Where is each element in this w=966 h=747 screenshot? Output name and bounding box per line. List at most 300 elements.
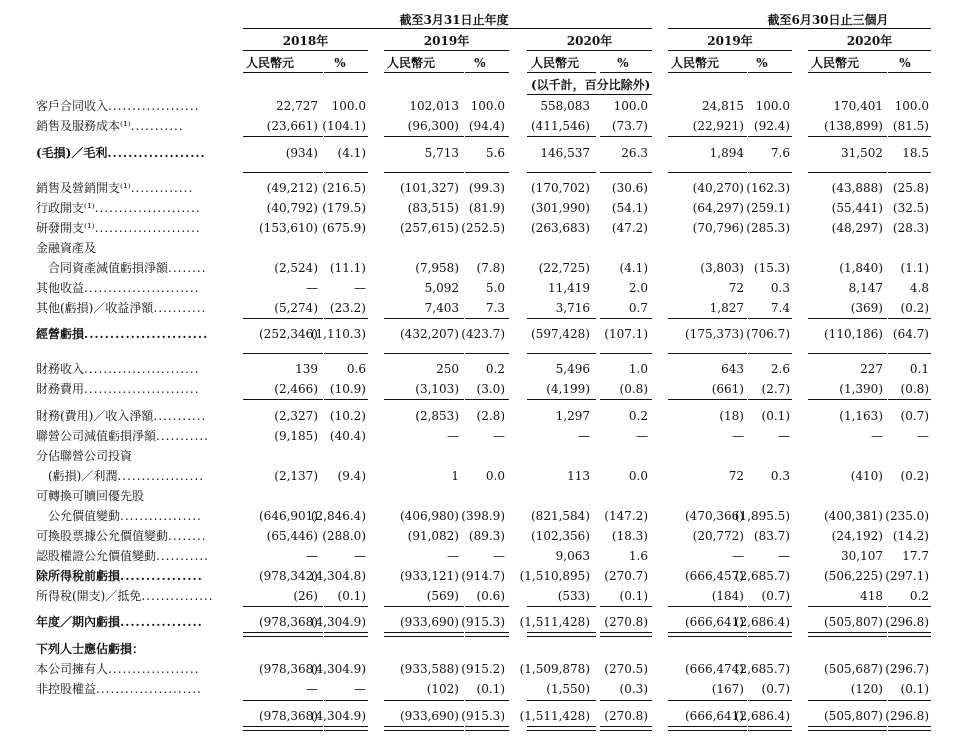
row-label — [36, 449, 132, 463]
row-label — [36, 429, 209, 443]
subtotal-rule — [324, 136, 368, 137]
year-header-q2020: 2020年 — [846, 34, 893, 48]
table-cell: (666,641) — [685, 615, 744, 629]
row-label-text: 客戶合同收入 — [36, 99, 109, 113]
subtotal-rule — [808, 700, 887, 701]
table-cell: (99.3) — [468, 181, 505, 195]
sub-rule-3 — [384, 72, 464, 73]
table-cell: 0.3 — [770, 281, 790, 295]
table-cell: (400,381) — [824, 509, 883, 523]
table-cell: 72 — [728, 469, 744, 483]
table-cell: 9,063 — [555, 549, 590, 563]
table-cell: (24,192) — [831, 529, 883, 543]
table-cell: 100.0 — [613, 99, 648, 113]
subtotal-rule — [888, 399, 931, 400]
table-cell: (18.3) — [611, 529, 648, 543]
total-double-rule — [465, 632, 509, 637]
table-cell: (0.3) — [619, 682, 648, 696]
subtotal-rule — [808, 136, 887, 137]
table-cell: (167) — [711, 682, 744, 696]
subtotal-rule — [527, 172, 596, 173]
table-cell: — — [778, 549, 790, 563]
col-pct-2020: % — [617, 56, 629, 70]
table-cell: (170,702) — [531, 181, 590, 195]
table-cell: (666,641) — [685, 709, 744, 723]
table-cell: (9.4) — [337, 469, 366, 483]
table-cell: (55,441) — [831, 201, 883, 215]
sub-rule-1 — [243, 72, 323, 73]
table-cell: (288.0) — [322, 529, 366, 543]
row-label — [36, 362, 200, 376]
row-label — [36, 529, 207, 543]
total-double-rule — [748, 632, 792, 637]
table-cell: 102,013 — [409, 99, 459, 113]
table-cell: (30.6) — [611, 181, 648, 195]
subtotal-rule — [384, 136, 464, 137]
total-double-rule — [888, 726, 931, 731]
total-double-rule — [600, 726, 652, 731]
table-cell: (0.8) — [619, 382, 648, 396]
table-cell: (5,274) — [274, 301, 318, 315]
table-cell: (1,840) — [839, 261, 883, 275]
table-cell: (64.7) — [892, 327, 929, 341]
table-cell: — — [306, 281, 318, 295]
year-rule-2020 — [527, 50, 652, 51]
table-cell: 100.0 — [331, 99, 366, 113]
subtotal-rule — [888, 353, 931, 354]
row-label-text: 非控股權益 — [36, 682, 97, 696]
table-cell: (2,846.4) — [310, 509, 366, 523]
table-cell: 1,827 — [709, 301, 744, 315]
subtotal-rule — [888, 172, 931, 173]
table-cell: (297.1) — [885, 569, 929, 583]
total-double-rule — [465, 726, 509, 731]
subtotal-rule — [808, 606, 887, 607]
col-rmb-q2020: 人民幣元 — [811, 56, 860, 70]
row-leader-dots: ........................ — [84, 281, 200, 295]
col-pct-q2019: % — [756, 56, 768, 70]
total-double-rule — [668, 726, 747, 731]
table-cell: (470,366) — [685, 509, 744, 523]
table-cell: 139 — [295, 362, 318, 376]
row-label — [36, 281, 200, 295]
table-cell: (4,199) — [546, 382, 590, 396]
col-rmb-2020: 人民幣元 — [531, 56, 580, 70]
table-cell: (1,163) — [839, 409, 883, 423]
table-cell: (22,725) — [538, 261, 590, 275]
table-cell: (14.2) — [892, 529, 929, 543]
row-leader-dots: ...................... — [94, 221, 201, 235]
table-cell: (410) — [850, 469, 883, 483]
table-cell: (25.8) — [892, 181, 929, 195]
table-cell: (0.1) — [619, 589, 648, 603]
sub-rule-2 — [324, 72, 368, 73]
table-cell: (18) — [719, 409, 744, 423]
table-cell: (933,690) — [400, 615, 459, 629]
table-cell: (915.2) — [461, 662, 505, 676]
table-cell: 227 — [860, 362, 883, 376]
table-cell: 0.7 — [628, 301, 648, 315]
table-cell: 1.0 — [628, 362, 648, 376]
total-double-rule — [384, 726, 464, 731]
row-label-text: 財務(費用)／收入淨額 — [36, 409, 154, 423]
subtotal-rule — [527, 606, 596, 607]
table-cell: (7.8) — [476, 261, 505, 275]
table-cell: (914.7) — [461, 569, 505, 583]
table-cell: — — [917, 429, 929, 443]
subtotal-rule — [243, 172, 323, 173]
subtotal-rule — [600, 399, 652, 400]
subtotal-rule — [384, 318, 464, 319]
row-label — [36, 615, 203, 629]
table-cell: (10.9) — [329, 382, 366, 396]
row-label — [36, 241, 96, 255]
table-cell: 100.0 — [755, 99, 790, 113]
table-cell: 30,107 — [841, 549, 883, 563]
row-label-text: (毛損)／毛利 — [36, 146, 108, 160]
subtotal-rule — [600, 606, 652, 607]
row-leader-dots: .................. — [117, 469, 205, 483]
table-cell: 0.1 — [909, 362, 929, 376]
col-pct-q2020: % — [899, 56, 911, 70]
table-cell: 1 — [451, 469, 459, 483]
subtotal-rule — [527, 318, 596, 319]
table-cell: 18.5 — [902, 146, 929, 160]
table-cell: (270.7) — [604, 569, 648, 583]
table-cell: (89.3) — [468, 529, 505, 543]
total-double-rule — [808, 726, 887, 731]
table-cell: 24,815 — [702, 99, 744, 113]
subtotal-rule — [600, 353, 652, 354]
table-cell: (2,853) — [415, 409, 459, 423]
year-rule-2019 — [384, 50, 509, 51]
table-cell: (666,457) — [685, 569, 744, 583]
table-cell: (505,687) — [824, 662, 883, 676]
table-cell: (1,511,428) — [519, 709, 590, 723]
table-cell: (107.1) — [604, 327, 648, 341]
table-cell: (646,901) — [259, 509, 318, 523]
row-label — [36, 682, 202, 696]
subtotal-rule — [324, 353, 368, 354]
row-label — [36, 662, 200, 676]
table-cell: (257,615) — [400, 221, 459, 235]
subtotal-rule — [384, 606, 464, 607]
row-label — [36, 642, 144, 656]
row-label-text: 財務收入 — [36, 362, 85, 376]
year-rule-q2019 — [668, 50, 792, 51]
table-cell: 0.2 — [485, 362, 505, 376]
table-cell: (1,110.3) — [310, 327, 366, 341]
total-double-rule — [527, 632, 596, 637]
table-cell: (43,888) — [831, 181, 883, 195]
table-cell: (15.3) — [753, 261, 790, 275]
table-cell: 5,496 — [555, 362, 590, 376]
table-cell: (83,515) — [407, 201, 459, 215]
table-cell: (102) — [426, 682, 459, 696]
table-cell: (706.7) — [746, 327, 790, 341]
table-cell: 146,537 — [540, 146, 590, 160]
row-label-text: 其他(虧損)／收益淨額 — [36, 301, 154, 315]
row-label-text: 財務費用 — [36, 382, 85, 396]
subtotal-rule — [324, 606, 368, 607]
table-cell: (934) — [285, 146, 318, 160]
subtotal-rule — [748, 700, 792, 701]
table-cell: (423.7) — [461, 327, 505, 341]
table-cell: (22,921) — [692, 119, 744, 133]
row-label — [36, 327, 208, 341]
table-cell: (81.5) — [892, 119, 929, 133]
table-cell: (94.4) — [468, 119, 505, 133]
table-cell: (0.1) — [337, 589, 366, 603]
year-header-2020: 2020年 — [566, 34, 613, 48]
subtotal-rule — [465, 606, 509, 607]
table-cell: (369) — [850, 301, 883, 315]
table-cell: 31,502 — [841, 146, 883, 160]
row-leader-dots: ...................... — [94, 201, 201, 215]
table-cell: 0.0 — [628, 469, 648, 483]
year-header-2019: 2019年 — [423, 34, 470, 48]
table-cell: (296.7) — [885, 662, 929, 676]
table-cell: 0.2 — [628, 409, 648, 423]
sub-rule-10 — [888, 72, 931, 73]
table-cell: (2,685.7) — [734, 569, 790, 583]
subtotal-rule — [324, 172, 368, 173]
subtotal-rule — [384, 700, 464, 701]
table-cell: (2,686.4) — [734, 709, 790, 723]
table-cell: 7.3 — [485, 301, 505, 315]
table-cell: (96,300) — [407, 119, 459, 133]
table-cell: (0.1) — [476, 682, 505, 696]
table-cell: (270.8) — [604, 709, 648, 723]
unit-note-rule — [527, 94, 652, 95]
row-label-text: 所得稅(開支)／抵免 — [36, 589, 142, 603]
row-leader-dots: ........ — [168, 529, 207, 543]
table-cell: (296.8) — [885, 615, 929, 629]
table-cell: 643 — [721, 362, 744, 376]
table-cell: 250 — [436, 362, 459, 376]
row-leader-dots: ........................ — [84, 382, 200, 396]
sub-rule-4 — [465, 72, 509, 73]
row-label — [36, 181, 193, 195]
subtotal-rule — [527, 700, 596, 701]
subtotal-rule — [384, 399, 464, 400]
row-label-text: 合同資產減值虧損淨額 — [36, 261, 169, 275]
subtotal-rule — [748, 353, 792, 354]
table-cell: (0.1) — [900, 682, 929, 696]
table-cell: 3,716 — [555, 301, 590, 315]
subtotal-rule — [600, 318, 652, 319]
table-cell: (184) — [711, 589, 744, 603]
subtotal-rule — [243, 399, 323, 400]
row-leader-dots: ........................ — [84, 362, 200, 376]
table-cell: (1,511,428) — [519, 615, 590, 629]
subtotal-rule — [668, 318, 747, 319]
table-cell: (23.2) — [329, 301, 366, 315]
total-double-rule — [668, 632, 747, 637]
row-label-text: 經營虧損 — [36, 327, 85, 341]
total-double-rule — [243, 632, 323, 637]
subtotal-rule — [324, 700, 368, 701]
table-cell: (10.2) — [329, 409, 366, 423]
table-cell: 0.6 — [346, 362, 366, 376]
row-leader-dots: ............. — [130, 181, 194, 195]
subtotal-rule — [668, 399, 747, 400]
table-cell: (40,792) — [266, 201, 318, 215]
row-label — [36, 146, 206, 160]
subtotal-rule — [243, 353, 323, 354]
year-header-q2019: 2019年 — [707, 34, 753, 48]
table-cell: (0.7) — [900, 409, 929, 423]
table-cell: — — [778, 429, 790, 443]
table-cell: 5.0 — [485, 281, 505, 295]
col-pct-2019: % — [474, 56, 486, 70]
table-cell: (23,661) — [266, 119, 318, 133]
table-cell: 558,083 — [540, 99, 590, 113]
subtotal-rule — [808, 318, 887, 319]
year-rule-2018 — [243, 50, 368, 51]
table-cell: (3,803) — [700, 261, 744, 275]
total-double-rule — [600, 632, 652, 637]
table-cell: (40.4) — [329, 429, 366, 443]
table-cell: (47.2) — [611, 221, 648, 235]
table-cell: (138,899) — [824, 119, 883, 133]
table-cell: (0.2) — [900, 301, 929, 315]
table-cell: (49,212) — [266, 181, 318, 195]
table-cell: (978,368) — [259, 662, 318, 676]
table-cell: (110,186) — [824, 327, 883, 341]
table-cell: (0.6) — [476, 589, 505, 603]
table-cell: (270.5) — [604, 662, 648, 676]
row-leader-dots: ........... — [156, 549, 209, 563]
table-cell: 1,894 — [709, 146, 744, 160]
table-cell: (978,342) — [259, 569, 318, 583]
table-cell: 8,147 — [848, 281, 883, 295]
table-cell: (933,588) — [400, 662, 459, 676]
table-cell: (1.1) — [900, 261, 929, 275]
subtotal-rule — [243, 606, 323, 607]
table-cell: (978,368) — [259, 709, 318, 723]
sub-rule-8 — [748, 72, 792, 73]
row-label — [36, 221, 201, 235]
subtotal-rule — [808, 353, 887, 354]
subtotal-rule — [808, 172, 887, 173]
table-cell: (0.2) — [900, 469, 929, 483]
subtotal-rule — [888, 318, 931, 319]
table-cell: (252,346) — [259, 327, 318, 341]
table-cell: (263,683) — [531, 221, 590, 235]
table-cell: — — [636, 429, 648, 443]
row-label — [36, 469, 204, 483]
table-cell: (4,304.9) — [310, 709, 366, 723]
row-leader-dots: ........... — [156, 429, 209, 443]
row-leader-dots: ................ — [120, 615, 203, 629]
table-cell: 2.0 — [628, 281, 648, 295]
row-leader-dots: ................... — [108, 662, 200, 676]
subtotal-rule — [527, 399, 596, 400]
table-cell: (7,958) — [415, 261, 459, 275]
sub-rule-9 — [808, 72, 887, 73]
table-cell: (411,546) — [531, 119, 590, 133]
subtotal-rule — [600, 172, 652, 173]
table-cell: (4.1) — [619, 261, 648, 275]
table-cell: — — [354, 682, 366, 696]
table-cell: 5,713 — [424, 146, 459, 160]
row-leader-dots: ............... — [141, 589, 214, 603]
subtotal-rule — [600, 700, 652, 701]
subtotal-rule — [384, 353, 464, 354]
table-cell: (933,121) — [400, 569, 459, 583]
table-cell: (533) — [557, 589, 590, 603]
table-cell: (1,895.5) — [734, 509, 790, 523]
table-cell: (2,686.4) — [734, 615, 790, 629]
table-cell: (0.1) — [761, 409, 790, 423]
total-double-rule — [243, 726, 323, 731]
table-cell: 7.4 — [770, 301, 790, 315]
row-label-text: 可轉換可贖回優先股 — [36, 489, 145, 503]
table-cell: (569) — [426, 589, 459, 603]
row-label — [36, 489, 144, 503]
table-cell: (147.2) — [604, 509, 648, 523]
table-cell: 2.6 — [770, 362, 790, 376]
row-label-text: 下列人士應佔虧損： — [36, 642, 145, 656]
sub-rule-7 — [668, 72, 747, 73]
sub-rule-5 — [527, 72, 596, 73]
subtotal-rule — [748, 136, 792, 137]
table-cell: 22,727 — [276, 99, 318, 113]
table-cell: (3.0) — [476, 382, 505, 396]
subtotal-rule — [668, 172, 747, 173]
table-cell: 5.6 — [485, 146, 505, 160]
table-cell: (0.7) — [761, 589, 790, 603]
table-cell: (9,185) — [274, 429, 318, 443]
table-cell: (506,225) — [824, 569, 883, 583]
table-cell: 170,401 — [833, 99, 883, 113]
row-leader-dots: ...................... — [96, 682, 202, 696]
table-cell: (1,509,878) — [519, 662, 590, 676]
table-cell: (978,368) — [259, 615, 318, 629]
row-label-text: 其他收益 — [36, 281, 85, 295]
table-cell: 113 — [567, 469, 590, 483]
table-cell: (1,550) — [546, 682, 590, 696]
table-cell: (26) — [293, 589, 318, 603]
row-label — [36, 261, 207, 275]
row-leader-dots: ................ — [120, 569, 203, 583]
total-double-rule — [808, 632, 887, 637]
table-cell: 72 — [728, 281, 744, 295]
row-label — [36, 509, 202, 523]
table-cell: 100.0 — [894, 99, 929, 113]
table-cell: 4.8 — [909, 281, 929, 295]
row-label-text: 研發開支⁽¹⁾ — [36, 221, 95, 235]
table-cell: (4,304.9) — [310, 662, 366, 676]
row-label-text: 銷售及營銷開支⁽¹⁾ — [36, 181, 131, 195]
table-cell: (179.5) — [322, 201, 366, 215]
table-cell: 418 — [860, 589, 883, 603]
table-cell: (91,082) — [407, 529, 459, 543]
table-cell: — — [732, 429, 744, 443]
row-label — [36, 301, 206, 315]
table-cell: 7.6 — [770, 146, 790, 160]
col-rmb-2019: 人民幣元 — [387, 56, 436, 70]
table-cell: (4.1) — [337, 146, 366, 160]
table-cell: (2.8) — [476, 409, 505, 423]
subtotal-rule — [243, 136, 323, 137]
table-cell: — — [493, 429, 505, 443]
table-cell: 1.6 — [628, 549, 648, 563]
subtotal-rule — [465, 172, 509, 173]
subtotal-rule — [748, 318, 792, 319]
table-cell: (4,304.9) — [310, 615, 366, 629]
